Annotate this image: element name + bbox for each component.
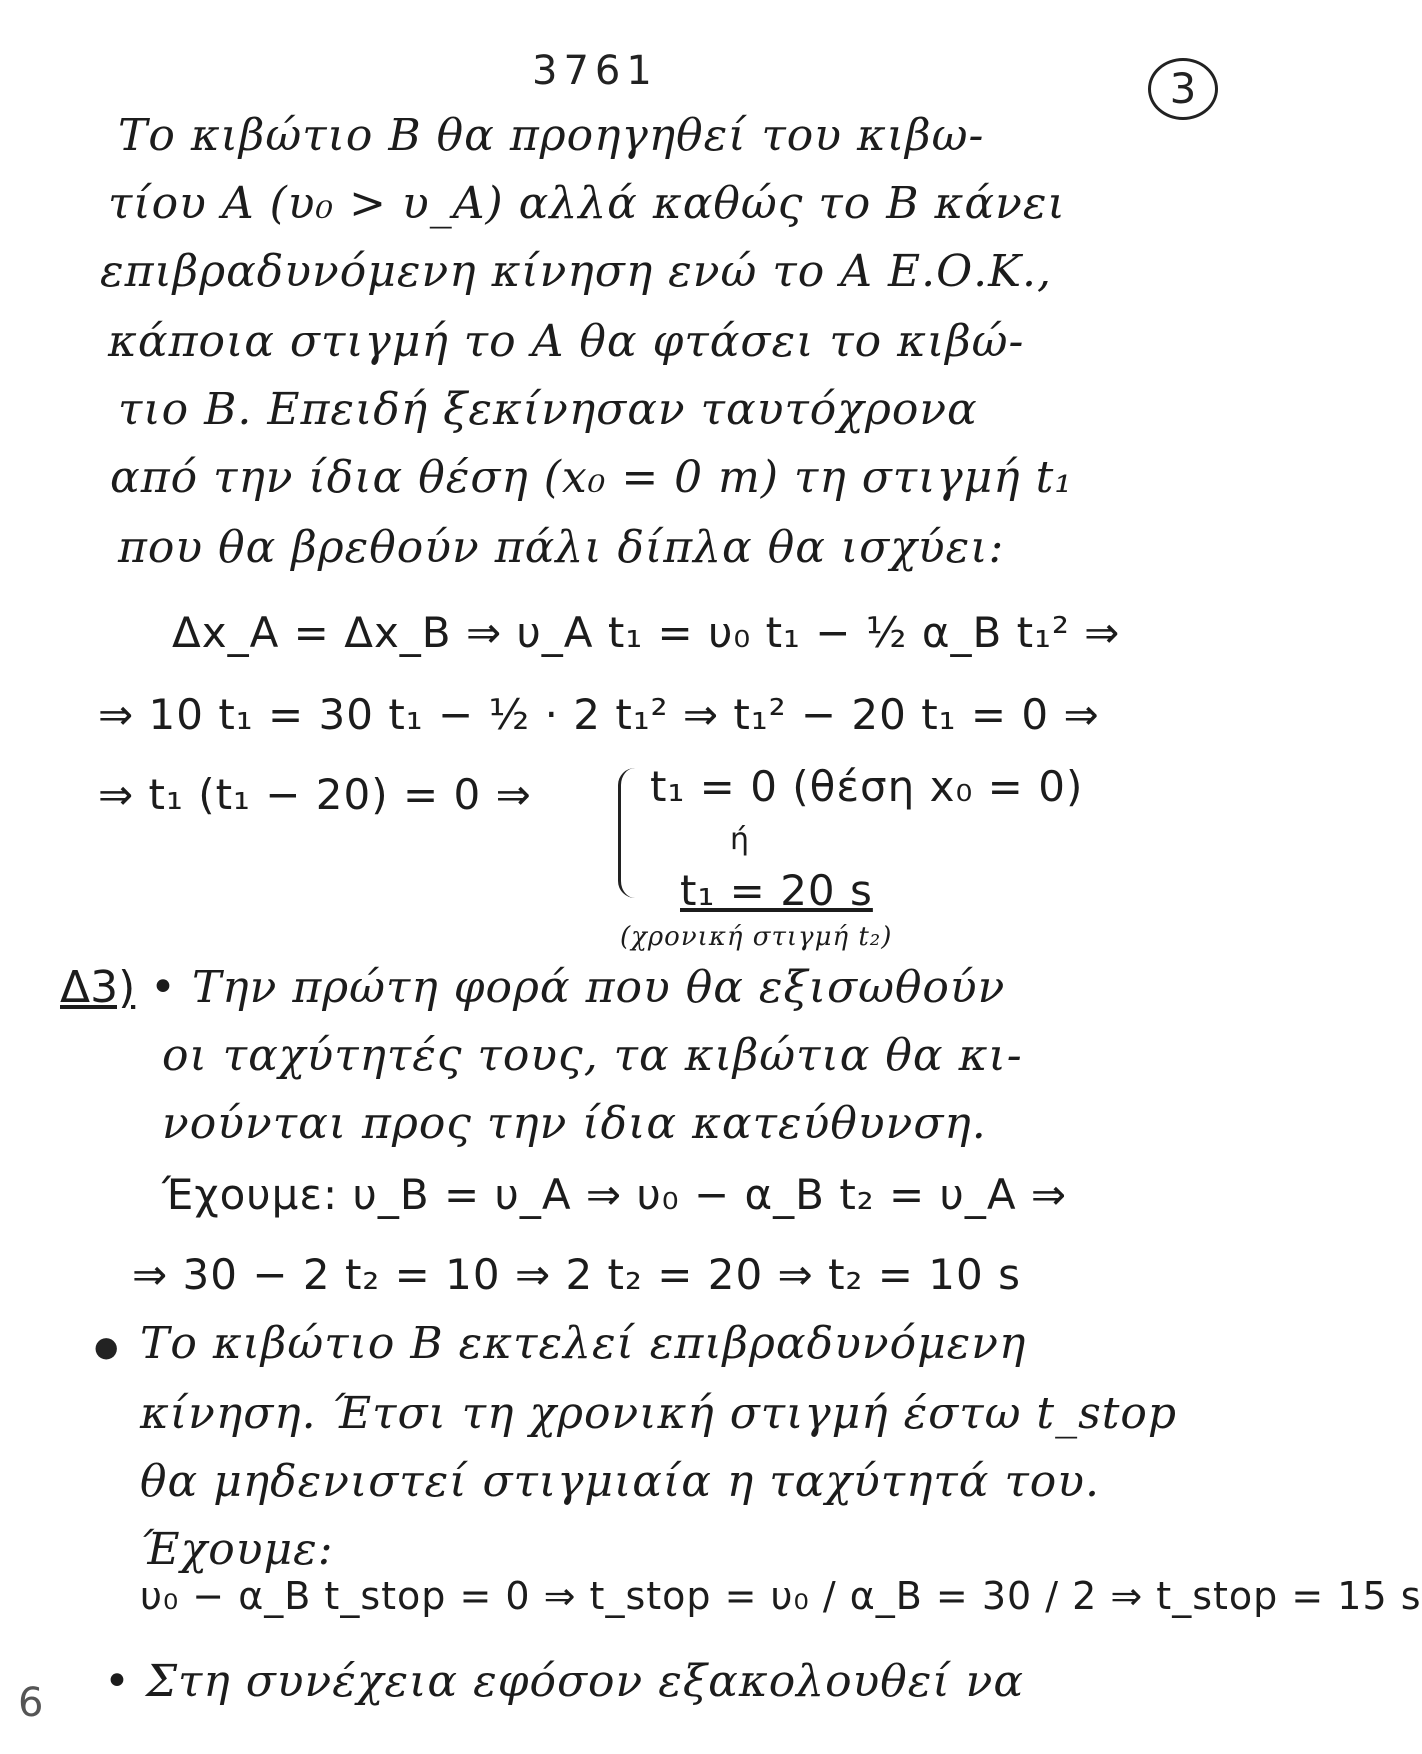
footer-page-index: 6 xyxy=(18,1680,44,1726)
section-label-d3: Δ3) xyxy=(60,962,136,1013)
case-or: ή xyxy=(730,822,751,857)
paragraph1-line-7: που θα βρεθούν πάλι δίπλα θα ισχύει: xyxy=(118,522,1005,573)
paragraph1-line-3: επιβραδυνόμενη κίνηση ενώ το Α Ε.Ο.Κ., xyxy=(100,246,1052,297)
paragraph1-line-4: κάποια στιγμή το Α θα φτάσει το κιβώ- xyxy=(108,316,1025,367)
d3-line-2: οι ταχύτητές τους, τα κιβώτια θα κι- xyxy=(162,1030,1023,1081)
d3-line-1: • Την πρώτη φορά που θα εξισωθούν xyxy=(150,962,1006,1013)
page-number: 3761 xyxy=(532,48,658,94)
d3-line-4: Έχουμε: υ_B = υ_A ⇒ υ₀ − α_B t₂ = υ_A ⇒ xyxy=(162,1170,1068,1219)
cases-brace xyxy=(618,768,635,898)
stop-line-3: θα μηδενιστεί στιγμιαία η ταχύτητά του. xyxy=(140,1456,1101,1507)
last-line: • Στη συνέχεια εφόσον εξακολουθεί να xyxy=(104,1656,1025,1707)
stop-line-1: Το κιβώτιο Β εκτελεί επιβραδυνόμενη xyxy=(140,1318,1027,1369)
d3-line-3: νούνται προς την ίδια κατεύθυνση. xyxy=(162,1098,987,1149)
d3-line-5: ⇒ 30 − 2 t₂ = 10 ⇒ 2 t₂ = 20 ⇒ t₂ = 10 s xyxy=(132,1250,1021,1299)
sheet-number-badge: 3 xyxy=(1148,58,1218,120)
stop-line-4: Έχουμε: xyxy=(140,1524,334,1575)
stop-line-2: κίνηση. Έτσι τη χρονική στιγμή έστω t_stop xyxy=(140,1388,1178,1439)
case-second: t₁ = 20 s xyxy=(680,866,873,915)
paragraph1-line-2: τίου Α (υ₀ > υ_A) αλλά καθώς το Β κάνει xyxy=(108,178,1066,229)
equation-line-1: Δx_A = Δx_B ⇒ υ_A t₁ = υ₀ t₁ − ½ α_B t₁² ⇒ xyxy=(172,608,1121,657)
paragraph1-line-5: τιο Β. Επειδή ξεκίνησαν ταυτόχρονα xyxy=(118,384,978,435)
bullet-icon: ● xyxy=(94,1330,119,1363)
paragraph1-line-6: από την ίδια θέση (x₀ = 0 m) τη στιγμή t₁ xyxy=(110,452,1073,503)
stop-line-5: υ₀ − α_B t_stop = 0 ⇒ t_stop = υ₀ / α_B = 30 / 2 ⇒ t_stop = 15 s xyxy=(140,1574,1422,1618)
equation-line-2: ⇒ 10 t₁ = 30 t₁ − ½ · 2 t₁² ⇒ t₁² − 20 t₁ = 0 ⇒ xyxy=(98,690,1100,739)
case-first: t₁ = 0 (θέση x₀ = 0) xyxy=(650,762,1084,811)
equation-line-3: ⇒ t₁ (t₁ − 20) = 0 ⇒ xyxy=(98,770,532,819)
paragraph1-line-1: Το κιβώτιο Β θα προηγηθεί του κιβω- xyxy=(118,110,985,161)
annotation-note: (χρονική στιγμή t₂) xyxy=(620,922,893,952)
